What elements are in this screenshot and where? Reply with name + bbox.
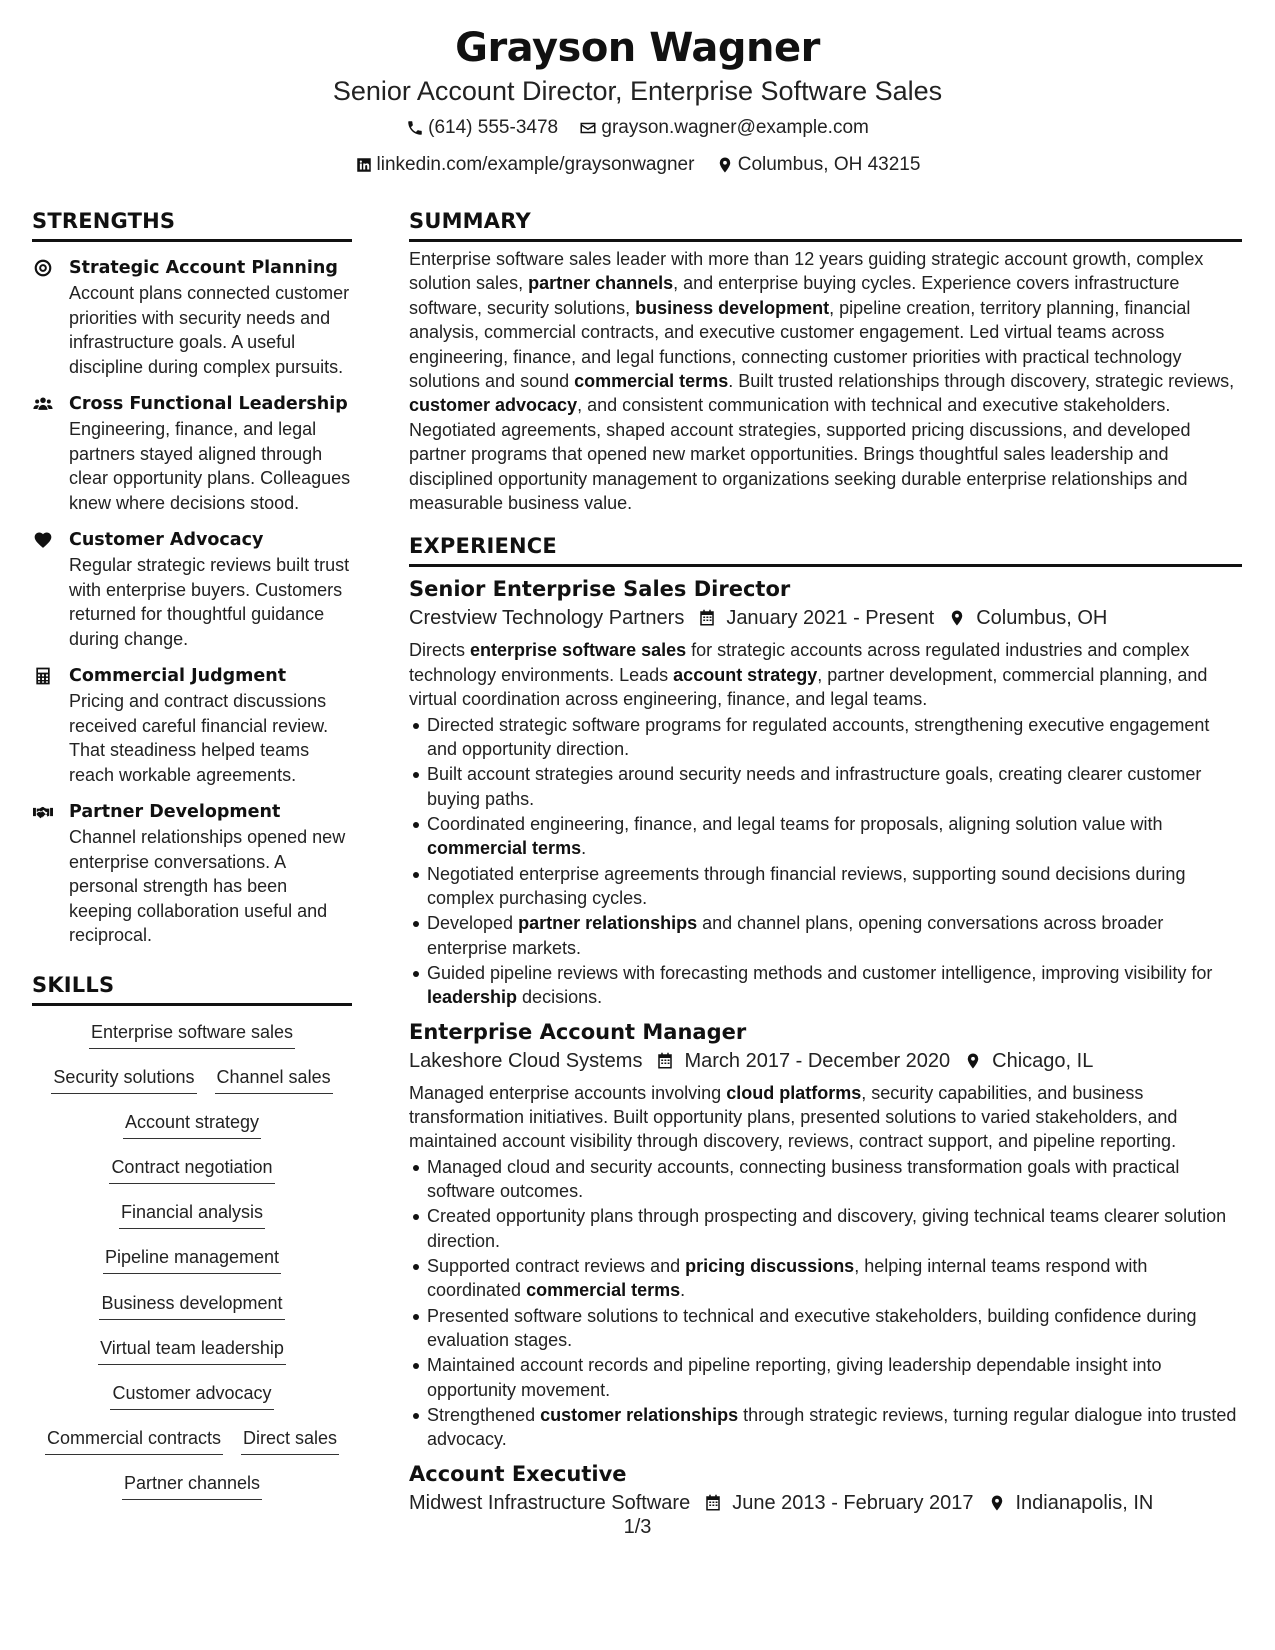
job-dates: [704, 1489, 973, 1517]
candidate-headline: Senior Account Director, Enterprise Software Sales: [332, 76, 943, 106]
heart-icon: [32, 529, 54, 551]
skill-tag: Partner channels: [122, 1471, 262, 1500]
emphasis-text: commercial terms: [427, 838, 582, 859]
resume-header: [0, 22, 1275, 181]
strength-item: [32, 256, 352, 379]
bullet-item: Built account strategies around security needs and infrastructure goals, creating clearer customer buying paths.: [427, 762, 1242, 811]
job-description: Directs enterprise software sales for strategic accounts across regulated industries and complex technology environments. Leads account strategy, partner development, commercial planning, and virtual coordination across engineering, finance, and legal teams.: [409, 640, 1208, 710]
job-location: [988, 1489, 1154, 1517]
job-location-text: Columbus, OH: [976, 607, 1108, 630]
skill-row: [32, 1200, 352, 1245]
job-date-range: June 2013 - February 2017: [732, 1491, 974, 1514]
company-name: Lakeshore Cloud Systems: [409, 1049, 643, 1072]
summary-text: Enterprise software sales leader with more than 12 years guiding strategic account growth, complex solution sales, partner channels, and enterprise buying cycles. Experience covers infrastructure software, security solutions, business development, pipeline creation, territory planning, financial analysis, commercial contracts, and executive customer engagement. Led virtual teams across engineering, finance, and legal functions, connecting customer priorities with practical technology solutions and sound commercial terms. Built trusted relationships through discovery, strategic reviews, customer advocacy, and consistent communication with technical and executive stakeholders. Negotiated agreements, shaped account strategies, supported pricing discussions, and developed partner programs that opened new market opportunities. Brings thoughtful sales leadership and disciplined opportunity management to organizations seeking durable enterprise relationships and measurable business value.: [409, 249, 1235, 514]
map-pin-icon: [964, 1052, 982, 1070]
location-contact: [716, 153, 921, 177]
skill-row: [32, 1155, 352, 1200]
job-description: Managed enterprise accounts involving cloud platforms, security capabilities, and business transformation initiatives. Built opportunity plans, presented solutions to varied stakeholders, and maintained account visibility through discovery, reviews, contract support, and pipeline reporting.: [409, 1082, 1178, 1152]
calculator-icon: [32, 665, 54, 687]
strength-item: [32, 528, 352, 651]
job-company: [409, 1047, 642, 1075]
job-dates: [698, 604, 934, 632]
email-text: grayson.wagner@example.com: [601, 117, 869, 138]
phone-contact: [406, 116, 558, 140]
job-bullets: [409, 713, 1242, 1010]
bullseye-icon: [32, 257, 54, 279]
calendar-icon: [698, 609, 716, 627]
skill-tag: Contract negotiation: [109, 1155, 274, 1184]
bullet-item: Maintained account records and pipeline reporting, giving leadership dependable insight into opportunity movement.: [427, 1353, 1242, 1402]
map-pin-icon: [988, 1494, 1006, 1512]
contact-row-2: [0, 153, 1275, 181]
skill-row: [32, 1291, 352, 1336]
linkedin-icon: [355, 156, 373, 174]
skills-section: [32, 970, 352, 1517]
job-location-text: Indianapolis, IN: [1015, 1491, 1154, 1514]
calendar-icon: [704, 1494, 722, 1512]
skill-tag: Virtual team leadership: [98, 1336, 286, 1365]
summary-heading: SUMMARY: [409, 206, 1242, 242]
emphasis-text: account strategy: [673, 664, 818, 685]
emphasis-text: commercial terms: [526, 1280, 681, 1301]
emphasis-text: partner relationships: [518, 913, 698, 934]
strength-item: [32, 800, 352, 948]
company-name: Crestview Technology Partners: [409, 607, 685, 630]
users-icon: [32, 393, 54, 415]
calendar-icon: [656, 1052, 674, 1070]
bullet-item: Coordinated engineering, finance, and legal teams for proposals, aligning solution value with commercial terms.: [427, 812, 1242, 861]
strength-description: Pricing and contract discussions received careful financial review. That steadiness helped teams reach workable agreements.: [69, 691, 329, 785]
job-entry: [409, 1018, 1242, 1452]
job-entry: [409, 1460, 1242, 1517]
linkedin-text: linkedin.com/example/graysonwagner: [376, 154, 695, 175]
emphasis-text: leadership: [427, 987, 518, 1008]
skill-tag: Security solutions: [51, 1065, 196, 1094]
skill-row: [32, 1245, 352, 1290]
skill-tag: Customer advocacy: [110, 1381, 273, 1410]
job-title: Enterprise Account Manager: [409, 1019, 747, 1044]
emphasis-text: business development: [635, 297, 830, 318]
strength-description: Channel relationships opened new enterprise conversations. A personal strength has been keeping collaboration useful and reciprocal.: [69, 827, 346, 945]
job-location-text: Chicago, IL: [992, 1049, 1094, 1072]
company-name: Midwest Infrastructure Software: [409, 1491, 691, 1514]
skills-heading: SKILLS: [32, 970, 352, 1006]
bullet-item: Created opportunity plans through prospecting and discovery, giving technical teams clearer solution direction.: [427, 1204, 1242, 1253]
job-title: Senior Enterprise Sales Director: [409, 577, 791, 602]
strength-item: [32, 664, 352, 787]
emphasis-text: customer relationships: [540, 1404, 739, 1425]
skill-tag: Enterprise software sales: [89, 1020, 295, 1049]
experience-heading: EXPERIENCE: [409, 531, 1242, 567]
phone-icon: [406, 119, 424, 137]
skill-tag: Commercial contracts: [45, 1426, 223, 1455]
strength-title: Commercial Judgment: [69, 666, 287, 686]
strength-item: [32, 392, 352, 515]
page-number: 1/3: [623, 1516, 652, 1538]
strength-title: Partner Development: [69, 802, 281, 822]
job-company: [409, 1489, 690, 1517]
candidate-name: Grayson Wagner: [455, 25, 820, 71]
map-pin-icon: [716, 156, 734, 174]
job-company: [409, 604, 684, 632]
location-text: Columbus, OH 43215: [737, 154, 921, 175]
skill-row: [32, 1381, 352, 1426]
skill-row: [32, 1471, 352, 1516]
map-pin-icon: [948, 609, 966, 627]
bullet-item: Managed cloud and security accounts, connecting business transformation goals with practical software outcomes.: [427, 1155, 1242, 1204]
skill-tag: Financial analysis: [119, 1200, 265, 1229]
bullet-item: Strengthened customer relationships through strategic reviews, turning regular dialogue into trusted advocacy.: [427, 1403, 1242, 1452]
phone-text: (614) 555-3478: [428, 117, 559, 138]
job-dates: [656, 1047, 950, 1075]
bullet-item: Negotiated enterprise agreements through financial reviews, supporting sound decisions during complex purchasing cycles.: [427, 862, 1242, 911]
skill-tag: Account strategy: [123, 1110, 261, 1139]
email-contact[interactable]: [579, 116, 868, 140]
handshake-icon: [32, 801, 54, 823]
strength-title: Strategic Account Planning: [69, 258, 338, 278]
strength-title: Customer Advocacy: [69, 530, 264, 550]
emphasis-text: pricing discussions: [685, 1255, 855, 1276]
skill-tag: Direct sales: [241, 1426, 339, 1455]
envelope-icon: [579, 119, 597, 137]
job-location: [964, 1047, 1093, 1075]
strengths-heading: STRENGTHS: [32, 206, 352, 242]
strength-description: Engineering, finance, and legal partners stayed aligned through clear opportunity plans. Colleagues knew where decisions stood.: [69, 419, 351, 513]
bullet-item: Developed partner relationships and channel plans, opening conversations across broader enterprise markets.: [427, 911, 1242, 960]
bullet-item: Directed strategic software programs for regulated accounts, strengthening executive engagement and opportunity direction.: [427, 713, 1242, 762]
job-date-range: March 2017 - December 2020: [684, 1049, 951, 1072]
job-date-range: January 2021 - Present: [726, 607, 935, 630]
job-location: [948, 604, 1107, 632]
contact-row-1: [0, 116, 1275, 144]
bullet-item: Guided pipeline reviews with forecasting methods and customer intelligence, improving visibility for leadership decisions.: [427, 961, 1242, 1010]
job-entry: [409, 575, 1242, 1009]
skill-row: [32, 1110, 352, 1155]
skill-tag: Business development: [99, 1291, 284, 1320]
skill-tag: Pipeline management: [103, 1245, 281, 1274]
emphasis-text: customer advocacy: [409, 395, 578, 416]
bullet-item: Presented software solutions to technical and executive stakeholders, building confidence during evaluation stages.: [427, 1304, 1242, 1353]
emphasis-text: cloud platforms: [726, 1082, 862, 1103]
skill-row: [32, 1020, 352, 1065]
linkedin-contact[interactable]: [355, 153, 695, 177]
emphasis-text: partner channels: [528, 273, 674, 294]
emphasis-text: commercial terms: [574, 371, 729, 392]
right-column: [409, 206, 1242, 1517]
skills-list: [32, 1020, 352, 1517]
bullet-item: Supported contract reviews and pricing discussions, helping internal teams respond with coordinated commercial terms.: [427, 1254, 1242, 1303]
job-title: Account Executive: [409, 1461, 627, 1486]
strength-description: Regular strategic reviews built trust with enterprise buyers. Customers returned for thoughtful guidance during change.: [69, 555, 350, 649]
skill-row: [32, 1336, 352, 1381]
strength-description: Account plans connected customer priorities with security needs and infrastructure goals. A useful discipline during complex pursuits.: [69, 283, 350, 377]
job-meta: [409, 1489, 1242, 1517]
experience-section: [409, 531, 1242, 1516]
job-meta: [409, 604, 1242, 632]
skill-tag: Channel sales: [215, 1065, 333, 1094]
emphasis-text: enterprise software sales: [470, 640, 687, 661]
skill-row: [32, 1426, 352, 1471]
job-meta: [409, 1047, 1242, 1075]
strength-title: Cross Functional Leadership: [69, 394, 348, 414]
strengths-list: [32, 256, 352, 948]
left-column: [32, 206, 352, 1517]
skill-row: [32, 1065, 352, 1110]
job-bullets: [409, 1155, 1242, 1452]
